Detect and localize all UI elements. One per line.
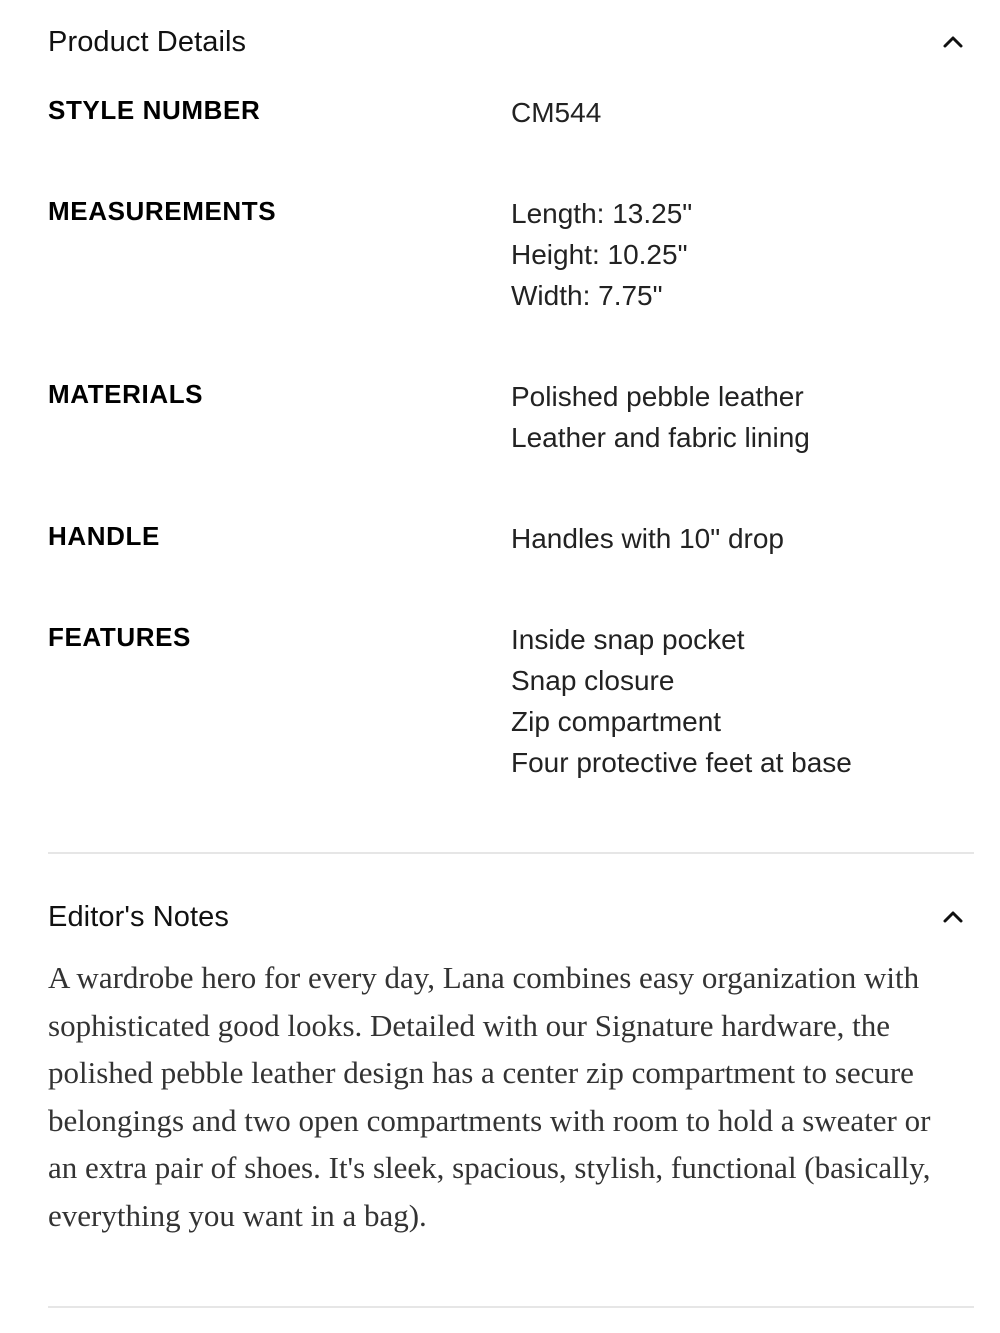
detail-value: Four protective feet at base bbox=[511, 747, 852, 778]
detail-value: Inside snap pocket bbox=[511, 624, 745, 655]
product-details-title: Product Details bbox=[48, 25, 247, 58]
detail-values bbox=[511, 619, 852, 783]
detail-label: MEASUREMENTS bbox=[48, 196, 277, 226]
detail-value: Snap closure bbox=[511, 665, 675, 696]
detail-values bbox=[511, 518, 784, 559]
detail-value: Leather and fabric lining bbox=[511, 422, 810, 453]
detail-label: HANDLE bbox=[48, 521, 160, 551]
detail-value: CM544 bbox=[511, 97, 602, 128]
section-divider bbox=[48, 1306, 974, 1308]
detail-label: FEATURES bbox=[48, 622, 191, 652]
detail-value: Polished pebble leather bbox=[511, 381, 804, 412]
chevron-up-icon[interactable] bbox=[938, 27, 968, 57]
chevron-up-icon[interactable] bbox=[938, 902, 968, 932]
detail-value: Height: 10.25" bbox=[511, 239, 688, 270]
product-details-header[interactable] bbox=[48, 20, 974, 64]
detail-value: Handles with 10" drop bbox=[511, 523, 784, 554]
detail-value: Width: 7.75" bbox=[511, 280, 663, 311]
detail-values bbox=[511, 92, 601, 133]
detail-value: Zip compartment bbox=[511, 706, 722, 737]
detail-values bbox=[511, 376, 810, 458]
detail-label: STYLE NUMBER bbox=[48, 95, 261, 125]
detail-label: MATERIALS bbox=[48, 379, 204, 409]
detail-values bbox=[511, 193, 692, 316]
editors-notes-body: A wardrobe hero for every day, Lana combines easy organization with sophisticated good looks. Detailed with our Signature hardware, the polished pebble leather design has a center zip compartment to secure belongings and two open compartments with room to hold a sweater or an extra pair of shoes. It's sleek, spacious, stylish, functional (basically, everything you want in a bag). bbox=[48, 960, 931, 1233]
editors-notes-header[interactable] bbox=[48, 895, 974, 939]
detail-value: Length: 13.25" bbox=[511, 198, 693, 229]
section-divider bbox=[48, 852, 974, 854]
editors-notes-title: Editor's Notes bbox=[48, 900, 230, 933]
